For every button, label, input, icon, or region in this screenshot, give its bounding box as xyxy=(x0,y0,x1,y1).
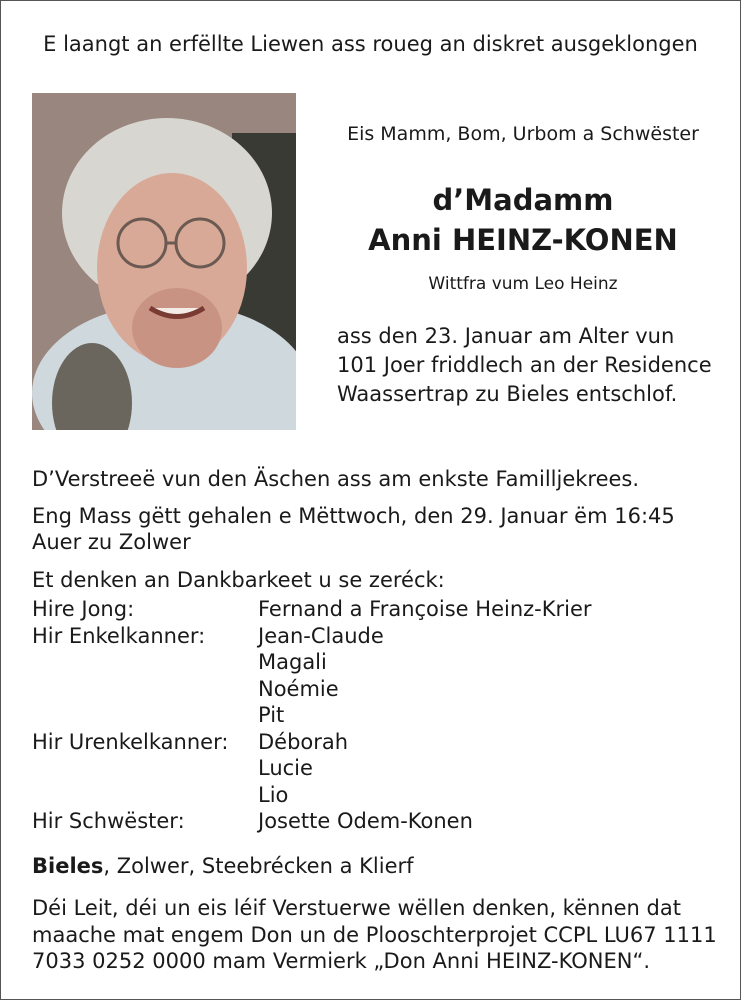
places-rest: , Zolwer, Steebrécken a Klierf xyxy=(103,854,414,878)
relation-label: Hir Schwëster: xyxy=(32,809,185,833)
relation-label: Hir Urenkelkanner: xyxy=(32,729,229,754)
relative-name: Pit xyxy=(258,703,285,727)
relation-label: Hire Jong: xyxy=(32,597,135,621)
places-bold: Bieles xyxy=(32,854,104,878)
passing-line: ass den 23. Januar am Alter vun xyxy=(337,324,675,348)
places-line xyxy=(32,853,414,879)
passing-text xyxy=(337,322,712,409)
mass-line: Eng Mass gëtt gehalen e Mëttwoch, den 29. Januar ëm 16:45 xyxy=(32,504,675,528)
salutation: d’Madamm xyxy=(432,183,614,217)
relation-label: Hir Enkelkanner: xyxy=(32,623,206,648)
donation-line: 7033 0252 0000 mam Vermierk „Don Anni HEINZ-KONEN“. xyxy=(32,949,650,973)
relative-name: Josette Odem-Konen xyxy=(258,809,473,833)
passing-line: Waassertrap zu Bieles entschlof. xyxy=(337,382,678,406)
widow-of: Wittfra vum Leo Heinz xyxy=(428,274,618,294)
donation-line: Déi Leit, déi un eis léif Verstuerwe wëllen denken, kënnen dat xyxy=(32,896,681,920)
donation-text xyxy=(32,895,717,975)
relative-name: Noémie xyxy=(258,676,339,701)
notice-header: E laangt an erfëllte Liewen ass roueg an diskret ausgeklongen xyxy=(43,32,698,56)
family-line: Eis Mamm, Bom, Urbom a Schwëster xyxy=(347,123,699,145)
relative-name: Lucie xyxy=(258,756,313,780)
portrait-photo xyxy=(32,93,296,430)
ashes-text: D’Verstreeë vun den Äschen ass am enkste Familljekrees. xyxy=(32,467,640,491)
relative-name: Lio xyxy=(258,782,289,807)
deceased-name: Anni HEINZ-KONEN xyxy=(368,223,678,257)
thanks-intro: Et denken an Dankbarkeet u se zeréck: xyxy=(32,568,445,592)
passing-line: 101 Joer friddlech an der Residence xyxy=(337,353,712,377)
relative-name: Magali xyxy=(258,650,327,674)
donation-line: maache mat engem Don un de Plooschterprojet CCPL LU67 1111 xyxy=(32,922,717,947)
relative-name: Jean-Claude xyxy=(258,623,384,648)
relative-name: Fernand a Françoise Heinz-Krier xyxy=(258,597,592,621)
mass-text xyxy=(32,503,675,555)
relative-name: Déborah xyxy=(258,729,349,754)
mass-line: Auer zu Zolwer xyxy=(32,530,191,554)
